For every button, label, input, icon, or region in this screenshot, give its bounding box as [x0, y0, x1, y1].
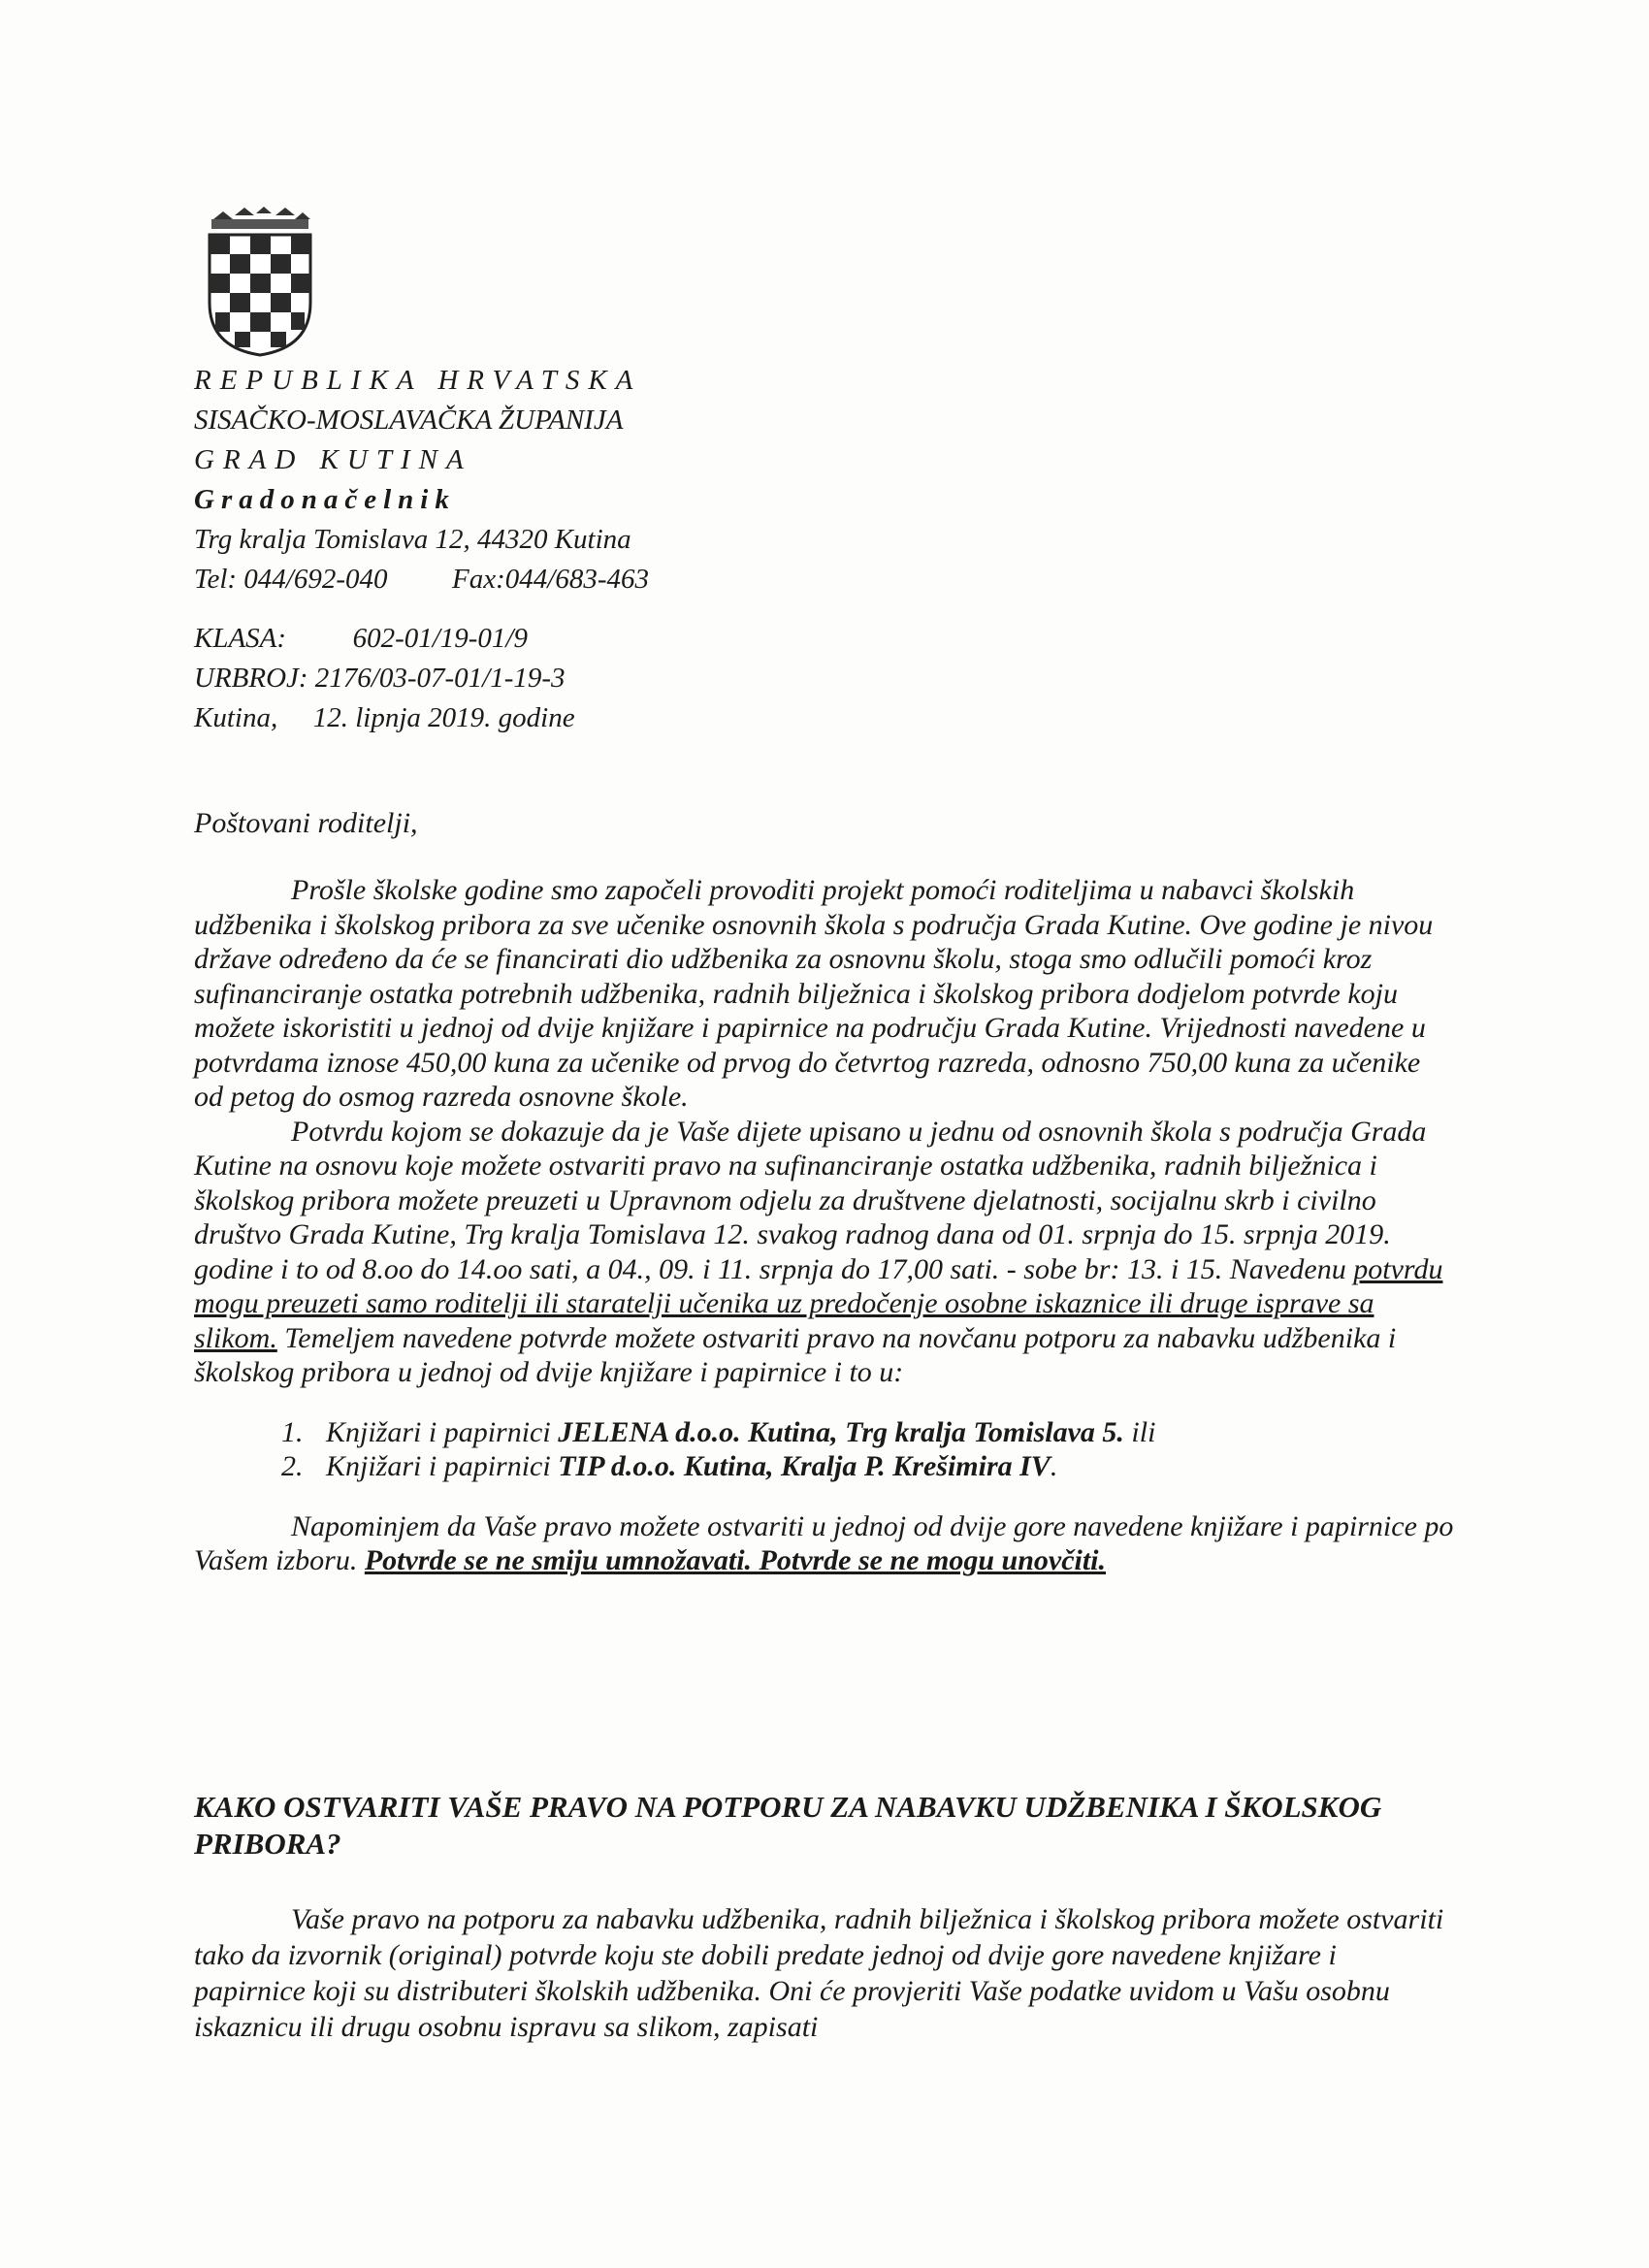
coat-of-arms-icon — [206, 206, 314, 357]
paragraph-3-text: Napominjem da Vaše pravo možete ostvariti u jednoj od dvije gore navedene knjižare i papirnice po Vašem izboru. — [194, 1509, 1454, 1576]
header-tel: Tel: 044/692-040 — [194, 564, 388, 595]
store-list — [194, 1415, 1455, 1484]
paragraph-3-warning: Potvrde se ne smiju umnožavati. Potvrde se ne mogu unovčiti. — [364, 1544, 1107, 1576]
header-mayor: Gradonačelnik — [194, 484, 456, 515]
date-value: 12. lipnja 2019. godine — [312, 702, 575, 733]
letter-body — [194, 873, 1455, 1578]
header-county: SISAČKO-MOSLAVAČKA ŽUPANIJA — [194, 405, 624, 436]
header-city: GRAD KUTINA — [194, 444, 472, 475]
section-heading: KAKO OSTVARITI VAŠE PRAVO NA POTPORU ZA NABAVKU UDŽBENIKA I ŠKOLSKOG PRIBORA? — [194, 1790, 1382, 1861]
paragraph-2-text: Potvrdu kojom se dokazuje da je Vaše dijete upisano u jednu od osnovnih škola s područja Grada Kutine na osnovu koje možete ostvariti pravo na sufinanciranje ostatka udžbenika, radnih bilježnica i školskog pribora možete preuzeti u Upravnom odjelu za društvene djelatnosti, socijalnu skrb i civilno društvo Grada Kutine, Trg kralja Tomislava 12. svakog radnog dana od 01. srpnja do 15. srpnja 2019. godine i to od 8.oo do 14.oo sati, a 04., 09. i 11. srpnja do 17,00 sati. - sobe br: 13. i 15. Navedenu — [194, 1115, 1427, 1285]
paragraph-2 — [194, 1115, 1455, 1390]
urbroj-row: URBROJ: 2176/03-07-01/1-19-3 — [194, 663, 566, 694]
header-contact — [194, 560, 649, 599]
list-item-suffix: . — [1050, 1450, 1058, 1482]
paragraph-4: Vaše pravo na potporu za nabavku udžbenika, radnih bilježnica i školskog pribora možete ostvariti tako da izvornik (original) potvrde koju ste dobili predate jednoj od dvije gore navedene knjižare i papirnice koji su distributeri školskih udžbenika. Oni će provjeriti Vaše podatke uvidom u Vašu osobnu iskaznicu ili drugu osobnu ispravu sa slikom, zapisati — [194, 1903, 1444, 2043]
list-item-store: TIP d.o.o. Kutina, Kralja P. Krešimira IV — [558, 1450, 1051, 1482]
header-republic: REPUBLIKA HRVATSKA — [194, 365, 642, 396]
list-item-text: Knjižari i papirnici — [326, 1415, 559, 1448]
klasa-value: 602-01/19-01/9 — [352, 623, 528, 654]
date-place: Kutina, — [194, 702, 278, 733]
klasa-label: KLASA: — [194, 623, 287, 654]
klasa-row — [194, 619, 575, 659]
paragraph-4-container — [194, 1901, 1455, 2045]
date-row — [194, 698, 575, 738]
paragraph-2-underlined: potvrdu mogu preuzeti samo roditelji ili staratelji učenika uz predočenje osobne iskaznice ili druge isprave sa slikom. — [194, 1252, 1443, 1354]
list-item-store: JELENA d.o.o. Kutina, Trg kralja Tomislava 5. — [558, 1415, 1124, 1448]
header-fax: Fax:044/683-463 — [452, 564, 649, 595]
paragraph-2-text-end: Temeljem navedene potvrde možete ostvariti pravo na novčanu potporu za nabavku udžbenika i školskog pribora u jednoj od dvije knjižare i papirnice i to u: — [194, 1321, 1397, 1388]
list-item — [194, 1449, 1455, 1484]
list-item-number: 2. — [281, 1450, 304, 1482]
header-address: Trg kralja Tomislava 12, 44320 Kutina — [194, 524, 631, 555]
list-item — [194, 1415, 1455, 1450]
list-item-suffix: ili — [1123, 1415, 1156, 1448]
paragraph-3 — [194, 1509, 1455, 1578]
list-item-text: Knjižari i papirnici — [326, 1450, 559, 1482]
greeting: Poštovani roditelji, — [194, 807, 418, 839]
document-meta — [194, 619, 575, 738]
paragraph-1: Prošle školske godine smo započeli provoditi projekt pomoći roditeljima u nabavci školskih udžbenika i školskog pribora za sve učenike osnovnih škola s područja Grada Kutine. Ove godine je nivou države određeno da će se financirati dio udžbenika za osnovnu školu, stoga smo odlučili pomoći kroz sufinanciranje ostatka potrebnih udžbenika, radnih bilježnica i školskog pribora dodjelom potvrde koju možete iskoristiti u jednoj od dvije knjižare i papirnice na području Grada Kutine. Vrijednosti navedene u potvrdama iznose 450,00 kuna za učenike od prvog do četvrtog razreda, odnosno 750,00 kuna za učenike od petog do osmog razreda osnovne škole. — [194, 874, 1434, 1113]
list-item-number: 1. — [281, 1415, 304, 1448]
letterhead — [194, 361, 649, 599]
